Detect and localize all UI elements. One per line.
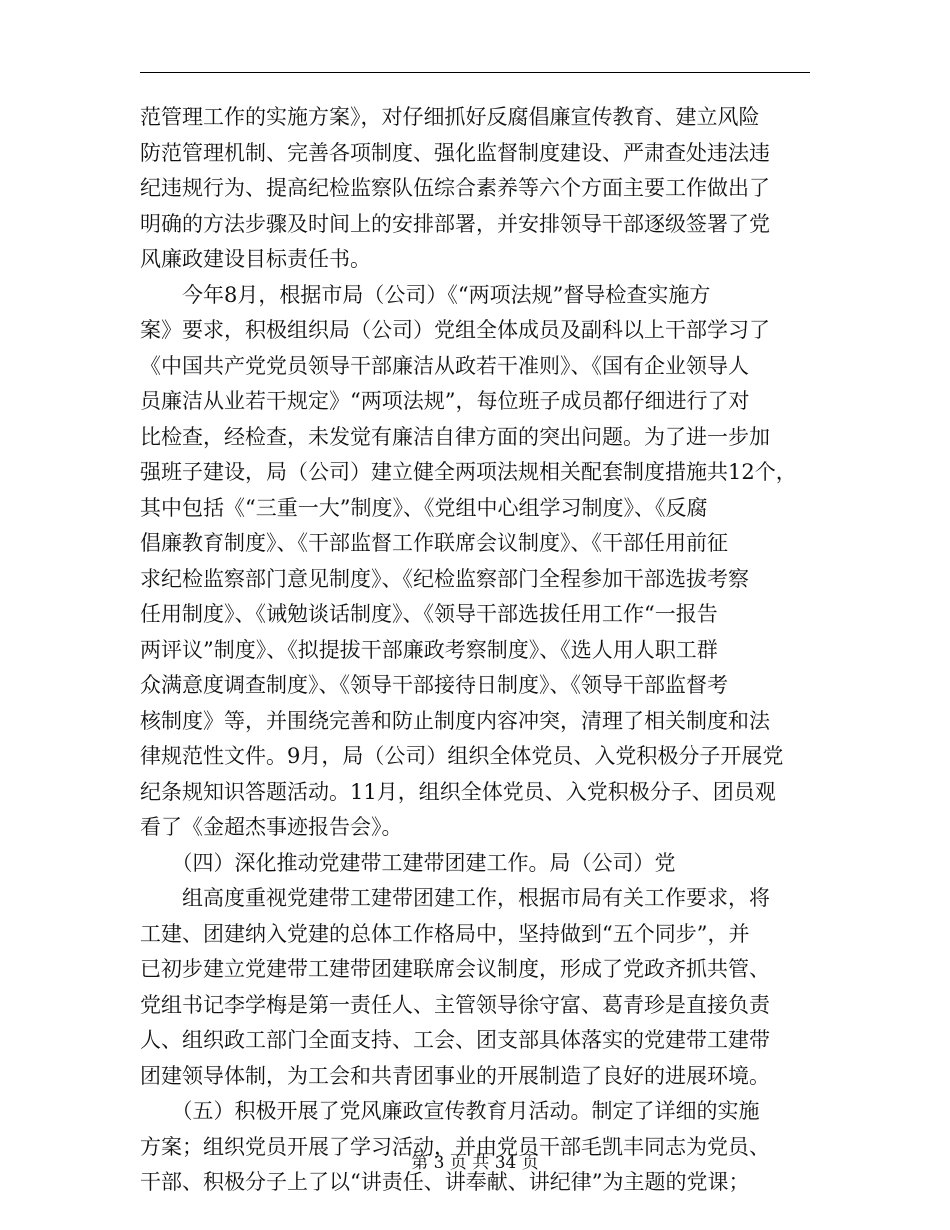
text-line: 风廉政建设目标责任书。 [140, 247, 371, 271]
text-line: 工建、团建纳入党建的总体工作格局中，坚持做到“五个同步”，并 [140, 921, 750, 946]
text-line: 团建领导体制，为工会和共青团事业的开展制造了良好的进展环境。 [140, 1063, 770, 1088]
text-line: 纪条规知识答题活动。11月，组织全体党员、入党积极分子、团员观 [140, 779, 776, 804]
text-line: 干部、积极分子上了以“讲责任、讲奉献、讲纪律”为主题的党课； [140, 1170, 750, 1194]
document-body [140, 100, 810, 1201]
text-line: 倡廉教育制度》、《干部监督工作联席会议制度》、《干部任用前征 [140, 531, 728, 555]
text-line: 律规范性文件。9月，局（公司）组织全体党员、入党积极分子开展党 [140, 744, 784, 768]
text-line: 纪违规行为、提高纪检监察队伍综合素养等六个方面主要工作做出了 [140, 176, 770, 200]
text-line: （四）深化推动党建带工建带团建工作。局（公司）党 [140, 850, 676, 875]
text-line: 明确的方法步骤及时间上的安排部署，并安排领导干部逐级签署了党 [140, 211, 770, 236]
text-line: 案》要求，积极组织局（公司）党组全体成员及副科以上干部学习了 [140, 318, 770, 342]
text-line: 核制度》等，并围绕完善和防止制度内容冲突，清理了相关制度和法 [140, 708, 770, 733]
text-line: 员廉洁从业若干规定》“两项法规”，每位班子成员都仔细进行了对 [140, 389, 750, 413]
text-line: 今年8月，根据市局（公司）《“两项法规”督导检查实施方 [140, 282, 711, 307]
text-line: 其中包括《“三重一大”制度》、《党组中心组学习制度》、《反腐 [140, 495, 708, 520]
text-line: 已初步建立党建带工建带团建联席会议制度，形成了党政齐抓共管、 [140, 957, 770, 981]
text-line: 《中国共产党党员领导干部廉洁从政若干准则》、《国有企业领导人 [140, 353, 749, 378]
text-line: 任用制度》、《诫勉谈话制度》、《领导干部选拔任用工作“一报告 [140, 602, 718, 626]
text-line: （五）积极开展了党风廉政宣传教育月活动。制定了详细的实施 [140, 1099, 760, 1123]
text-line: 方案；组织党员开展了学习活动，并由党员干部毛凯丰同志为党员、 [140, 1134, 770, 1159]
text-line: 众满意度调查制度》、《领导干部接待日制度》、《领导干部监督考 [140, 673, 728, 697]
text-line: 强班子建设，局（公司）建立健全两项法规相关配套制度措施共12个， [140, 460, 797, 484]
text-line: 两评议”制度》、《拟提拔干部廉政考察制度》、《选人用人职工群 [140, 637, 718, 662]
text-line: 党组书记李学梅是第一责任人、主管领导徐守富、葛青珍是直接负责 [140, 992, 770, 1017]
text-line: 防范管理机制、完善各项制度、强化监督制度建设、严肃查处违法违 [140, 140, 770, 165]
text-line: 求纪检监察部门意见制度》、《纪检监察部门全程参加干部选拔考察 [140, 566, 749, 591]
text-line: 比检查，经检查，未发觉有廉洁自律方面的突出问题。为了进一步加 [140, 424, 770, 449]
text-line: 人、组织政工部门全面支持、工会、团支部具体落实的党建带工建带 [140, 1028, 770, 1052]
header-rule [140, 72, 810, 73]
text-line: 范管理工作的实施方案》，对仔细抓好反腐倡廉宣传教育、建立风险 [140, 105, 760, 129]
page-footer: 第 3 页 共 34 页 [411, 1153, 539, 1173]
text-line: 看了《金超杰事迹报告会》。 [140, 815, 403, 839]
text-line: 组高度重视党建带工建带团建工作，根据市局有关工作要求，将 [140, 886, 770, 910]
